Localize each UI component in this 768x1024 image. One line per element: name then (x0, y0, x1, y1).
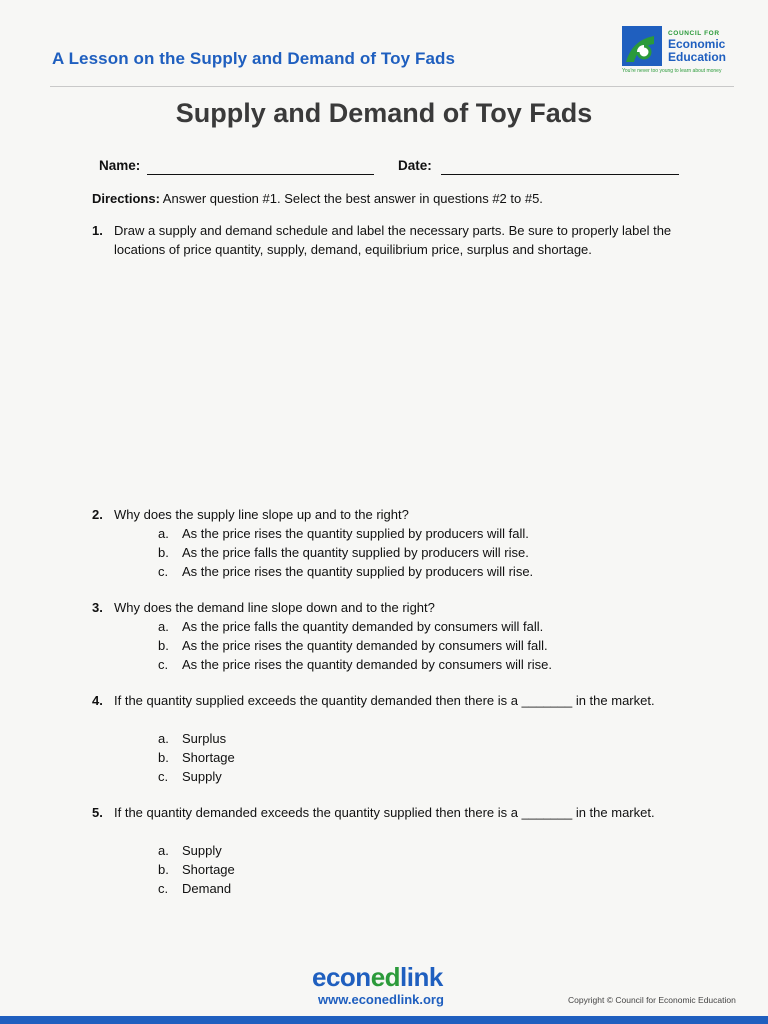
econedlink-logo (312, 962, 443, 993)
logo-line-1: Economic (668, 37, 726, 51)
option-text: Supply (182, 769, 222, 784)
question-4 (92, 691, 692, 710)
question-number: 4. (92, 693, 103, 708)
logo-suffix: link (400, 962, 443, 992)
question-number: 2. (92, 507, 103, 522)
option-text: As the price rises the quantity demanded by consumers will rise. (182, 657, 552, 672)
option-letter: a. (158, 526, 169, 541)
name-field[interactable] (147, 174, 374, 175)
option-letter: b. (158, 862, 169, 877)
option-letter: b. (158, 750, 169, 765)
page-title: Supply and Demand of Toy Fads (175, 98, 593, 128)
cee-logo (622, 26, 732, 78)
logo-prefix: econ (312, 962, 371, 992)
copyright-text: Copyright © Council for Economic Education (568, 995, 736, 1005)
question-5 (92, 803, 692, 822)
question-text: Why does the demand line slope down and to the right? (114, 600, 435, 615)
option-text: Surplus (182, 731, 227, 746)
logo-mid: ed (370, 962, 401, 992)
option-letter: b. (158, 638, 169, 653)
option-text: Demand (182, 881, 232, 896)
logo-line-2: Education (668, 50, 727, 64)
question-number: 1. (92, 223, 103, 238)
option-letter: c. (158, 564, 169, 579)
option-text: As the price rises the quantity supplied by producers will fall. (182, 526, 529, 541)
question-text: Draw a supply and demand schedule and label the necessary parts. Be sure to properly label the locations of price quantity, supply, demand, equilibrium price, surplus and shortage. (114, 223, 672, 257)
option-letter: a. (158, 619, 169, 634)
option-text: Shortage (182, 862, 235, 877)
cee-logo-icon (622, 26, 662, 66)
option-text: Shortage (182, 750, 235, 765)
option-text: As the price falls the quantity supplied by producers will rise. (182, 545, 529, 560)
question-2 (92, 505, 692, 524)
question-text: If the quantity supplied exceeds the quantity demanded then there is a _______ in the market. (114, 693, 655, 708)
option-text: Supply (182, 843, 222, 858)
date-label: Date: (398, 158, 432, 173)
logo-small-text: COUNCIL FOR (668, 30, 720, 37)
footer-url-link[interactable]: www.econedlink.org (318, 992, 444, 1007)
option-letter: a. (158, 843, 169, 858)
question-text: If the quantity demanded exceeds the quantity supplied then there is a _______ in the market. (114, 805, 655, 820)
option-letter: a. (158, 731, 169, 746)
name-label: Name: (99, 158, 141, 173)
header-divider (50, 86, 734, 87)
option-letter: c. (158, 657, 169, 672)
question-1 (92, 221, 692, 259)
option-letter: b. (158, 545, 169, 560)
option-text: As the price falls the quantity demanded by consumers will fall. (182, 619, 544, 634)
question-number: 3. (92, 600, 103, 615)
option-letter: c. (158, 881, 169, 896)
drawing-answer-area[interactable] (92, 265, 692, 495)
directions (92, 191, 543, 206)
question-number: 5. (92, 805, 103, 820)
lesson-header-title: A Lesson on the Supply and Demand of Toy Fads (52, 49, 456, 68)
logo-main-text (668, 38, 726, 64)
footer-bar (0, 1016, 768, 1024)
option-text: As the price rises the quantity supplied by producers will rise. (182, 564, 534, 579)
directions-label: Directions: (92, 191, 160, 206)
option-text: As the price rises the quantity demanded by consumers will fall. (182, 638, 548, 653)
logo-tagline: You're never too young to learn about money (622, 68, 722, 74)
date-field[interactable] (441, 174, 679, 175)
question-3 (92, 598, 692, 617)
question-text: Why does the supply line slope up and to the right? (114, 507, 409, 522)
directions-text: Answer question #1. Select the best answer in questions #2 to #5. (159, 191, 543, 206)
option-letter: c. (158, 769, 169, 784)
